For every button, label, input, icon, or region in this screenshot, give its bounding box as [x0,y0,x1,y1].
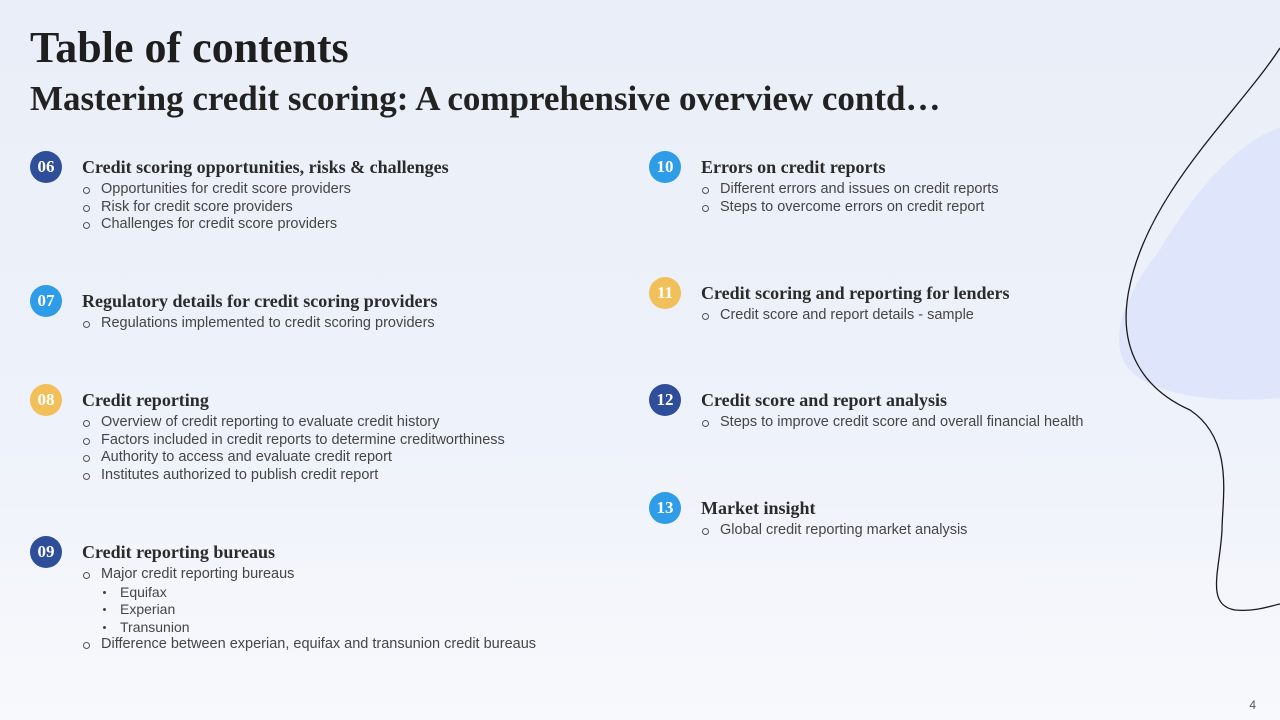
page-title: Table of contents [30,23,349,72]
section-title[interactable]: Market insight [701,498,816,518]
section-items [701,307,974,325]
section-title[interactable]: Errors on credit reports [701,157,886,177]
list-item: Overview of credit reporting to evaluate credit history [82,414,505,432]
decorative-curve-line [1126,48,1280,610]
list-item: Regulations implemented to credit scoring providers [82,315,435,333]
list-item: Difference between experian, equifax and transunion credit bureaus [82,636,536,654]
list-item: Global credit reporting market analysis [701,522,967,540]
section-title[interactable]: Regulatory details for credit scoring providers [82,291,438,311]
list-item: Authority to access and evaluate credit report [82,449,505,467]
page-subtitle: Mastering credit scoring: A comprehensive overview contd… [30,79,941,118]
section-title[interactable]: Credit scoring and reporting for lenders [701,283,1010,303]
section-number-badge: 12 [649,384,681,416]
section-title[interactable]: Credit score and report analysis [701,390,947,410]
section-number-badge: 06 [30,151,62,183]
sub-list-item: Transunion [82,619,536,637]
decorative-blob [1119,128,1280,400]
list-item: Major credit reporting bureaus [82,566,536,584]
list-item: Institutes authorized to publish credit report [82,467,505,485]
list-item: Factors included in credit reports to determine creditworthiness [82,432,505,450]
page-number: 4 [1249,698,1256,712]
section-title[interactable]: Credit reporting bureaus [82,542,276,562]
section-number-badge: 07 [30,285,62,317]
list-item: Different errors and issues on credit reports [701,181,999,199]
section-number-badge: 11 [649,277,681,309]
section-title[interactable]: Credit scoring opportunities, risks & challenges [82,157,449,177]
section-title[interactable]: Credit reporting [82,390,209,410]
section-items [82,181,351,234]
list-item: Steps to improve credit score and overall financial health [701,414,1084,432]
list-item: Steps to overcome errors on credit report [701,199,999,217]
section-number-badge: 13 [649,492,681,524]
list-item: Opportunities for credit score providers [82,181,351,199]
section-number-badge: 10 [649,151,681,183]
section-number-badge: 08 [30,384,62,416]
section-number-badge: 09 [30,536,62,568]
list-item: Credit score and report details - sample [701,307,974,325]
section-items [82,566,536,654]
list-item: Challenges for credit score providers [82,216,351,234]
section-items [701,181,999,216]
section-items [701,414,1084,432]
sub-list-item: Experian [82,601,536,619]
sub-list-item: Equifax [82,584,536,602]
section-items [701,522,967,540]
section-items [82,315,435,333]
section-items [82,414,505,484]
list-item: Risk for credit score providers [82,199,351,217]
